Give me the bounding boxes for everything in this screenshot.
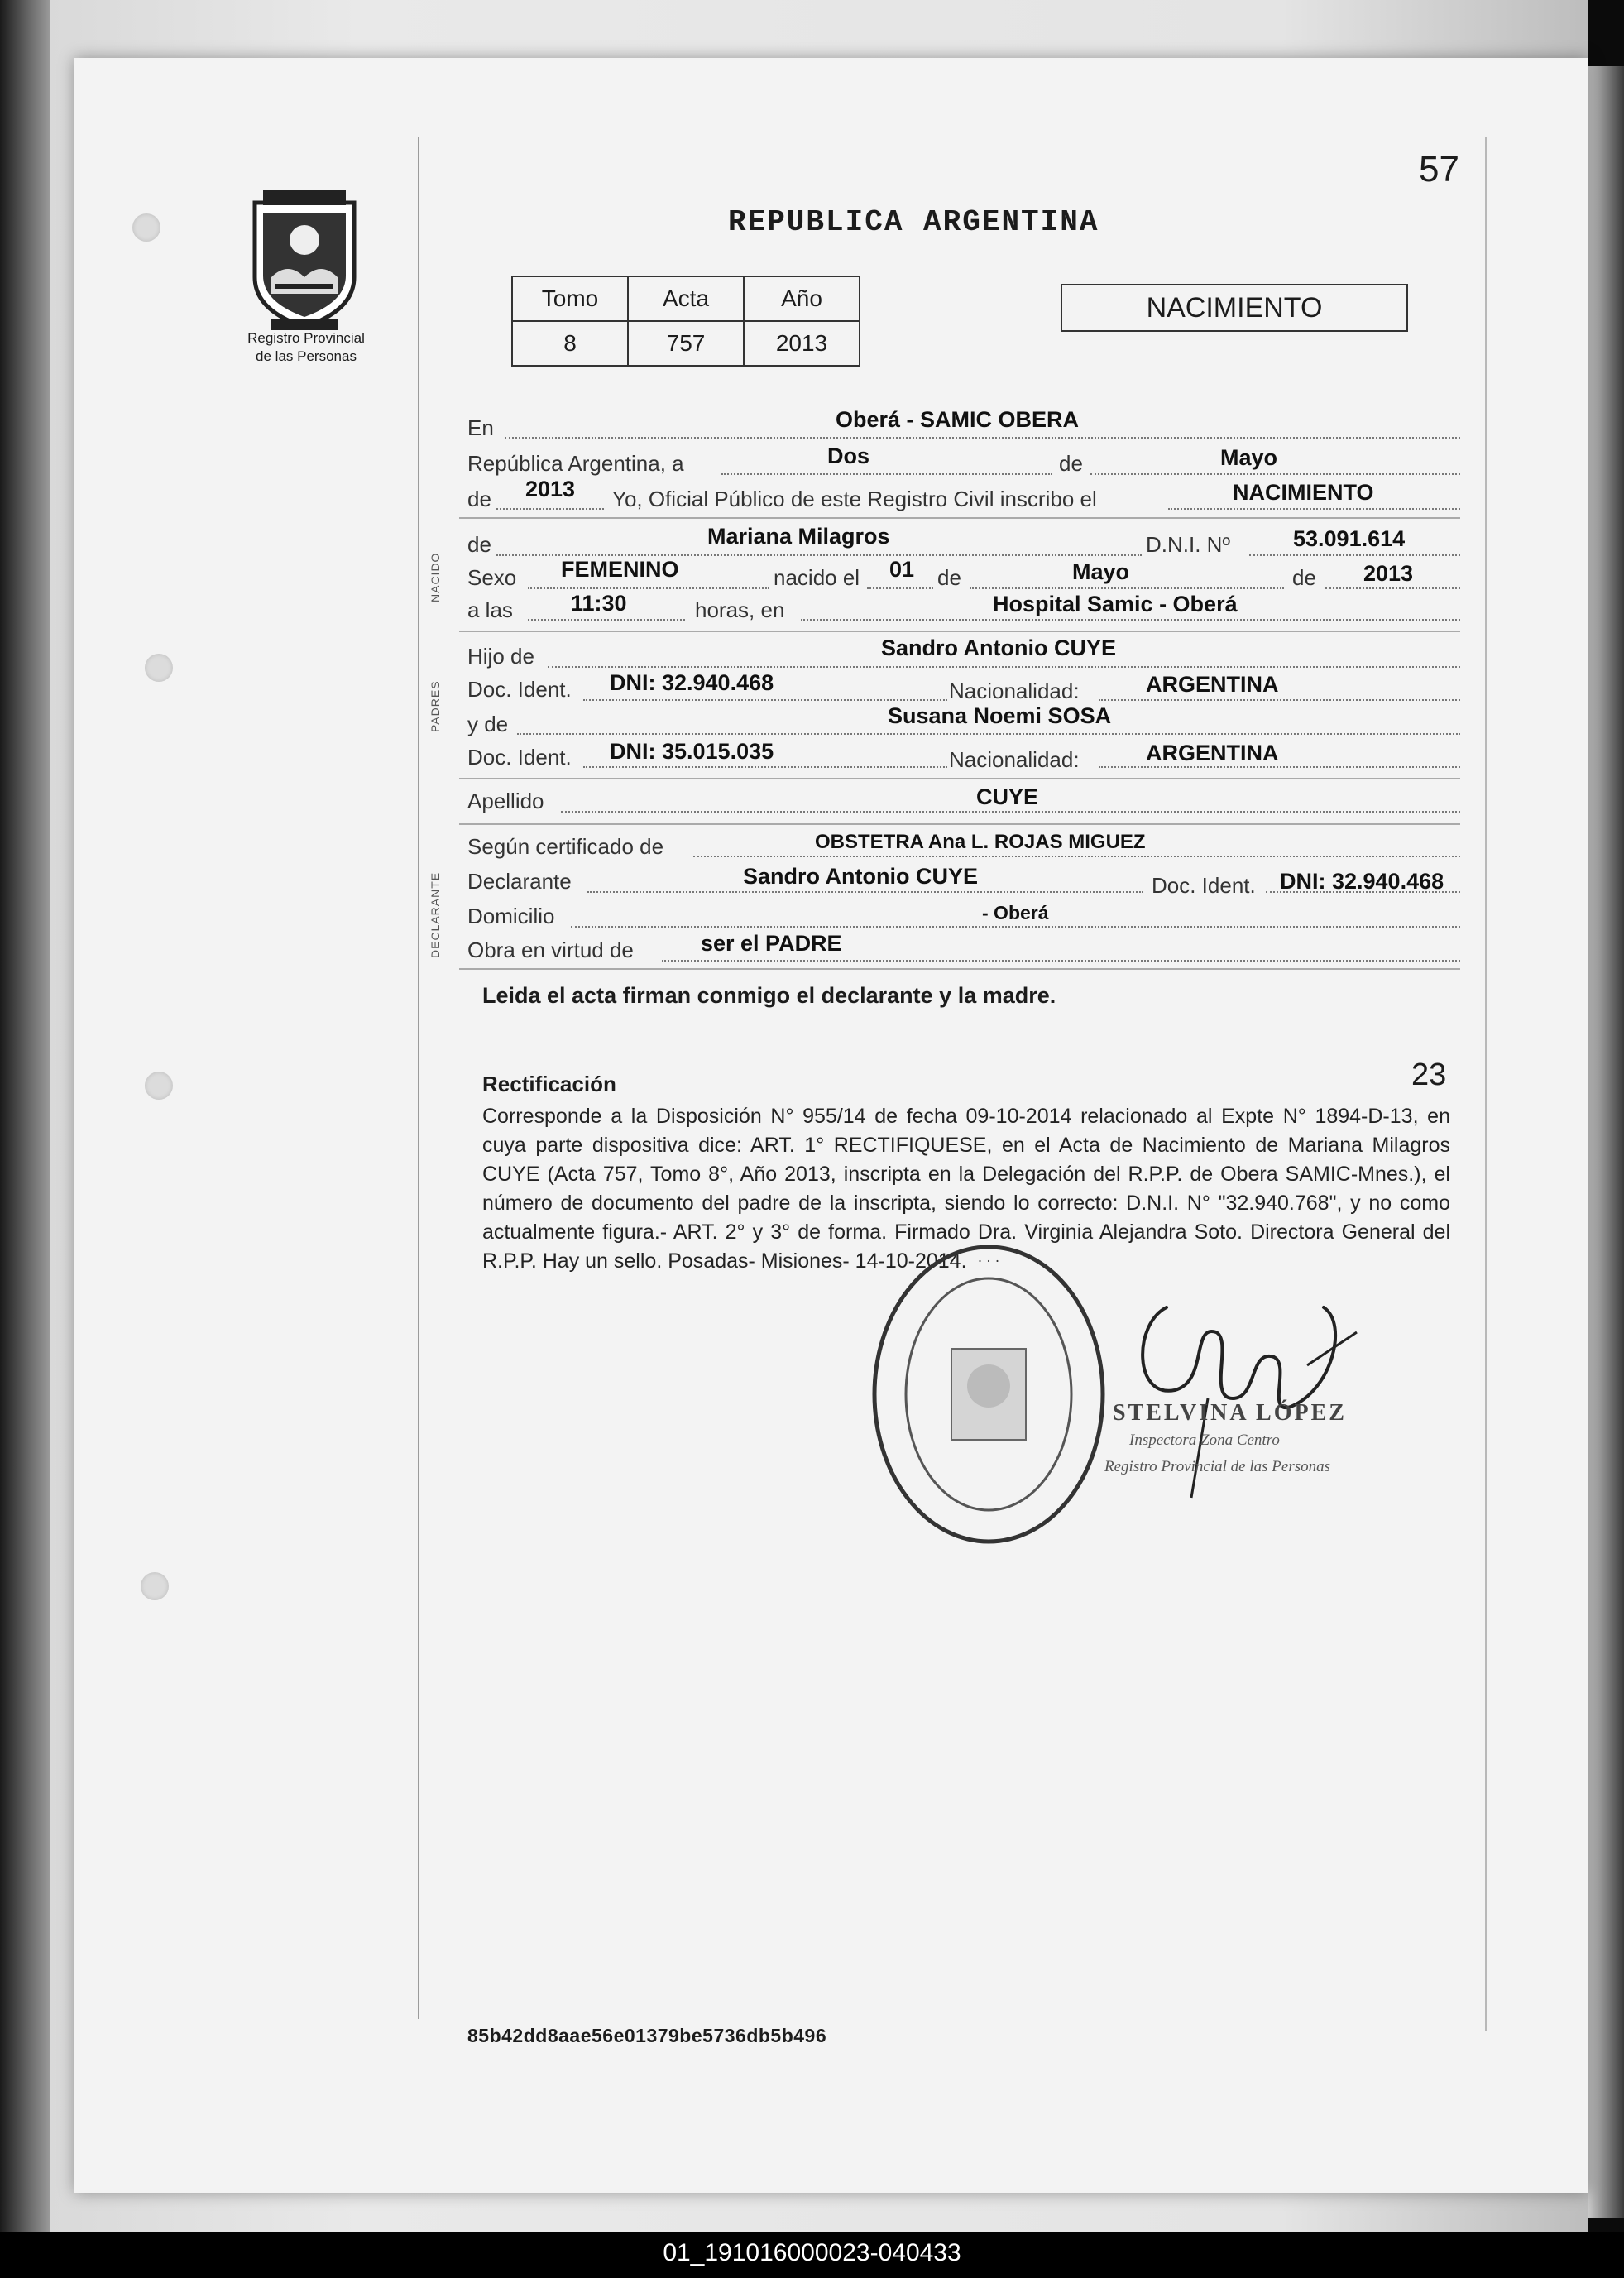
declarante-doc-value: DNI: 32.940.468 [1280,869,1444,894]
dotted-line [505,437,1460,439]
rectificacion-body: Corresponde a la Disposición N° 955/14 de fecha 09-10-2014 relacionado al Expte N° 1894-D-13, en cuya parte dispositiva dice: ART. 1° RECTIFIQUESE, en el Acta de Nacimiento de Mariana Milagros CUYE (Acta 757, Tomo 8°, Año 2013, inscripta en la Delegación del R.P.P. de Obera SAMIC-Mnes.), el número de documento del padre de la inscripta, siendo lo correcto: D.N.I. N° "32.940.768", y no como actualmente figura.- ART. 2° y 3° de forma. Firmado Dra. Virginia Alejandra Soto. Directora General del R.P.P. Hay un sello. Posadas- Misiones- 14-10-2014. [482,1105,1450,1273]
dotted-line [587,891,1143,893]
madre-nac-label: Nacionalidad: [949,747,1080,772]
handwritten-signature [1117,1274,1382,1523]
madre-doc-value: DNI: 35.015.035 [610,739,774,764]
register-header-acta: Acta [628,276,744,321]
padre-doc-value: DNI: 32.940.468 [610,670,774,695]
register-header-ano: Año [744,276,860,321]
birth-month-value: Mayo [1072,559,1130,584]
de-label: de [1059,451,1083,476]
dotted-line [1168,508,1460,510]
logo-caption-line2: de las Personas [256,348,357,364]
section-separator [459,517,1460,519]
binder-edge [0,0,50,2278]
declarante-label: Declarante [467,869,572,894]
de2-label: de [467,487,491,511]
logo-caption-line1: Registro Provincial [247,330,365,346]
day-value: Dos [827,444,870,468]
padre-docident-label: Doc. Ident. [467,677,572,702]
en-value: Oberá - SAMIC OBERA [836,407,1080,432]
dotted-line [693,856,1460,857]
domicilio-value: - Oberá [982,902,1049,923]
domicilio-label: Domicilio [467,904,555,928]
lugar-value: Hospital Samic - Oberá [993,592,1238,616]
dotted-line [1090,473,1460,475]
de4-label: de [937,565,961,590]
section-label-declarante: DECLARANTE [429,871,442,958]
declarante-value: Sandro Antonio CUYE [743,864,978,889]
birth-year-value: 2013 [1363,561,1414,586]
de5-label: de [1292,565,1316,590]
year-value: 2013 [525,477,576,501]
child-dni-value: 53.091.614 [1293,526,1406,551]
dotted-line [970,587,1284,589]
hijo-label: Hijo de [467,644,534,669]
signatory-role: Inspectora Zona Centro [1129,1432,1280,1449]
dotted-line [583,766,947,768]
document-hash: 85b42dd8aae56e01379be5736db5b496 [467,2025,827,2046]
province-seal-logo [238,186,371,335]
margin-rule [418,137,419,2019]
rectificacion-heading: Rectificación [482,1072,616,1096]
hora-value: 11:30 [571,591,627,616]
dotted-line [721,473,1052,475]
dotted-line [1099,699,1460,701]
child-name-value: Mariana Milagros [707,524,890,549]
dotted-line [583,699,947,701]
padre-nac-label: Nacionalidad: [949,679,1080,703]
de3-label: de [467,532,491,557]
signatory-name: STELVINA LÓPEZ [1113,1400,1347,1426]
dotted-line [1099,766,1460,768]
dotted-line [496,508,604,510]
punch-hole [132,213,160,242]
dotted-line [571,926,1460,928]
dotted-line [528,587,769,589]
punch-hole [145,1072,173,1100]
section-separator [459,968,1460,970]
republica-label: República Argentina, a [467,451,684,476]
page-number: 57 [1419,149,1459,189]
dotted-line [662,960,1460,962]
dotted-line [517,733,1460,735]
segun-label: Según certificado de [467,834,664,859]
document-title: REPUBLICA ARGENTINA [728,205,1099,239]
yde-label: y de [467,712,509,736]
padre-value: Sandro Antonio CUYE [881,635,1116,660]
official-stamp [869,1241,1109,1547]
obra-value: ser el PADRE [701,931,842,956]
nacido-label: nacido el [774,565,860,590]
register-table [511,276,860,367]
rectificacion-number: 23 [1411,1057,1447,1092]
birth-day-value: 01 [889,557,915,582]
register-value-ano: 2013 [744,321,860,366]
alas-label: a las [467,597,513,622]
dotted-line [496,554,1142,556]
register-value-tomo: 8 [512,321,628,366]
dotted-line [1325,587,1460,589]
section-label-nacido: NACIDO [429,552,442,602]
dni-label: D.N.I. Nº [1146,532,1230,557]
closing-statement: Leida el acta firman conmigo el declarante y la madre. [482,983,1056,1008]
en-label: En [467,415,494,440]
dotted-line [867,587,933,589]
declarante-docident-label: Doc. Ident. [1152,873,1256,898]
obra-label: Obra en virtud de [467,938,634,962]
segun-value: OBSTETRA Ana L. ROJAS MIGUEZ [815,831,1146,853]
madre-docident-label: Doc. Ident. [467,745,572,770]
dotted-line [801,619,1460,621]
inscribo-value: NACIMIENTO [1233,480,1374,505]
register-header-tomo: Tomo [512,276,628,321]
signatory-org: Registro Provincial de las Personas [1104,1458,1331,1475]
record-type-box: NACIMIENTO [1061,284,1408,332]
sexo-label: Sexo [467,565,517,590]
margin-rule-right [1485,137,1487,2031]
page-stack-edge [1588,66,1624,2218]
punch-hole [141,1572,169,1600]
section-separator [459,631,1460,632]
horas-label: horas, en [695,597,785,622]
section-separator [459,778,1460,779]
dotted-line [1249,554,1460,556]
month-value: Mayo [1220,445,1278,470]
dotted-line [548,666,1460,668]
register-value-acta: 757 [628,321,744,366]
dotted-line [528,619,685,621]
logo-caption [211,329,401,366]
apellido-label: Apellido [467,789,544,813]
punch-hole [145,654,173,682]
sexo-value: FEMENINO [561,557,679,582]
madre-nac-value: ARGENTINA [1146,741,1279,765]
dotted-line [561,811,1460,813]
section-separator [459,823,1460,825]
section-label-padres: PADRES [429,680,442,732]
svg-text:· · ·: · · · [977,1253,1000,1269]
file-label: 01_191016000023-040433 [663,2239,961,2266]
padre-nac-value: ARGENTINA [1146,672,1279,697]
madre-value: Susana Noemi SOSA [888,703,1112,728]
apellido-value: CUYE [976,784,1039,809]
yo-label: Yo, Oficial Público de este Registro Civil inscribo el [612,487,1097,511]
